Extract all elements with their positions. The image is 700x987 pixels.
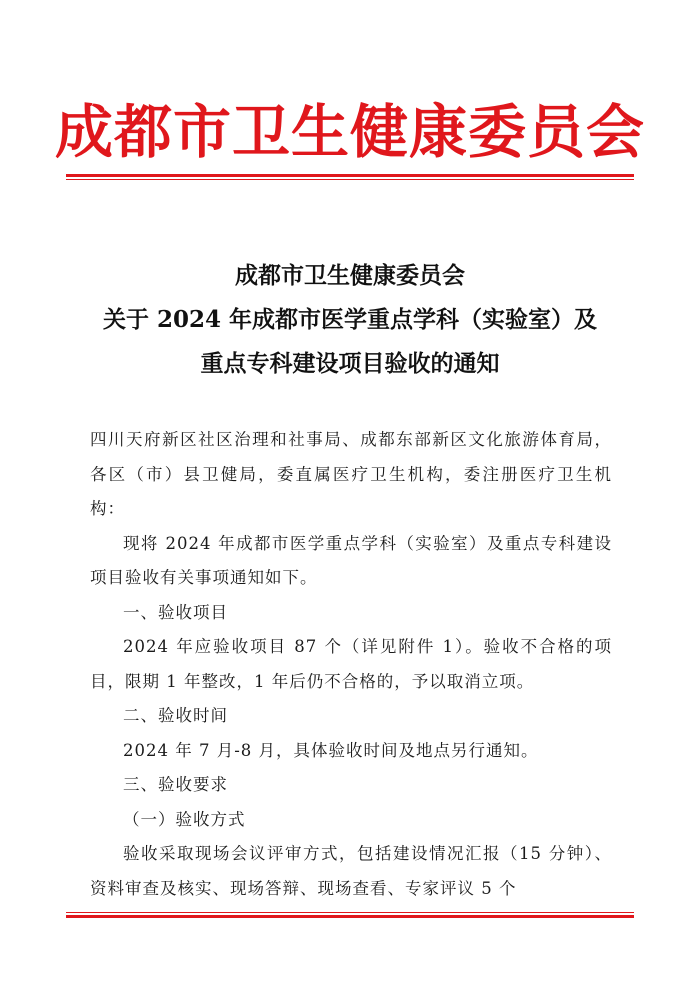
intro-paragraph: 现将 2024 年成都市医学重点学科（实验室）及重点专科建设项目验收有关事项通知如下。 bbox=[90, 533, 612, 587]
divider-thick-line bbox=[66, 915, 634, 918]
section-1-paragraph: 2024 年应验收项目 87 个（详见附件 1）。验收不合格的项目，限期 1 年整改，1 年后仍不合格的，予以取消立项。 bbox=[90, 637, 612, 691]
document-body bbox=[90, 423, 612, 906]
title-line-3: 重点专科建设项目验收的通知 bbox=[200, 350, 500, 377]
section-3-sub-1-heading: （一）验收方式 bbox=[123, 809, 246, 829]
section-3-heading: 三、验收要求 bbox=[123, 775, 228, 794]
footer-divider bbox=[66, 912, 634, 918]
title-line-2: 关于 2024 年成都市医学重点学科（实验室）及 bbox=[102, 306, 598, 333]
section-3-sub-1-paragraph: 验收采取现场会议评审方式，包括建设情况汇报（15 分钟）、资料审查及核实、现场答辩、现场查看、专家评议 5 个 bbox=[90, 844, 612, 898]
section-2-paragraph: 2024 年 7 月-8 月，具体验收时间及地点另行通知。 bbox=[123, 740, 539, 760]
divider-thin-line bbox=[66, 179, 634, 180]
recipients-paragraph: 四川天府新区社区治理和社事局、成都东部新区文化旅游体育局，各区（市）县卫健局，委直属医疗卫生机构，委注册医疗卫生机构： bbox=[90, 430, 612, 518]
masthead-divider bbox=[66, 174, 634, 180]
masthead-org-name: 成都市卫生健康委员会 bbox=[54, 98, 645, 166]
section-1-heading: 一、验收项目 bbox=[123, 602, 228, 622]
document-title bbox=[0, 254, 700, 386]
divider-thick-line bbox=[66, 174, 634, 177]
title-line-1: 成都市卫生健康委员会 bbox=[235, 262, 465, 289]
section-2-heading: 二、验收时间 bbox=[123, 706, 228, 725]
divider-thin-line bbox=[66, 912, 634, 913]
